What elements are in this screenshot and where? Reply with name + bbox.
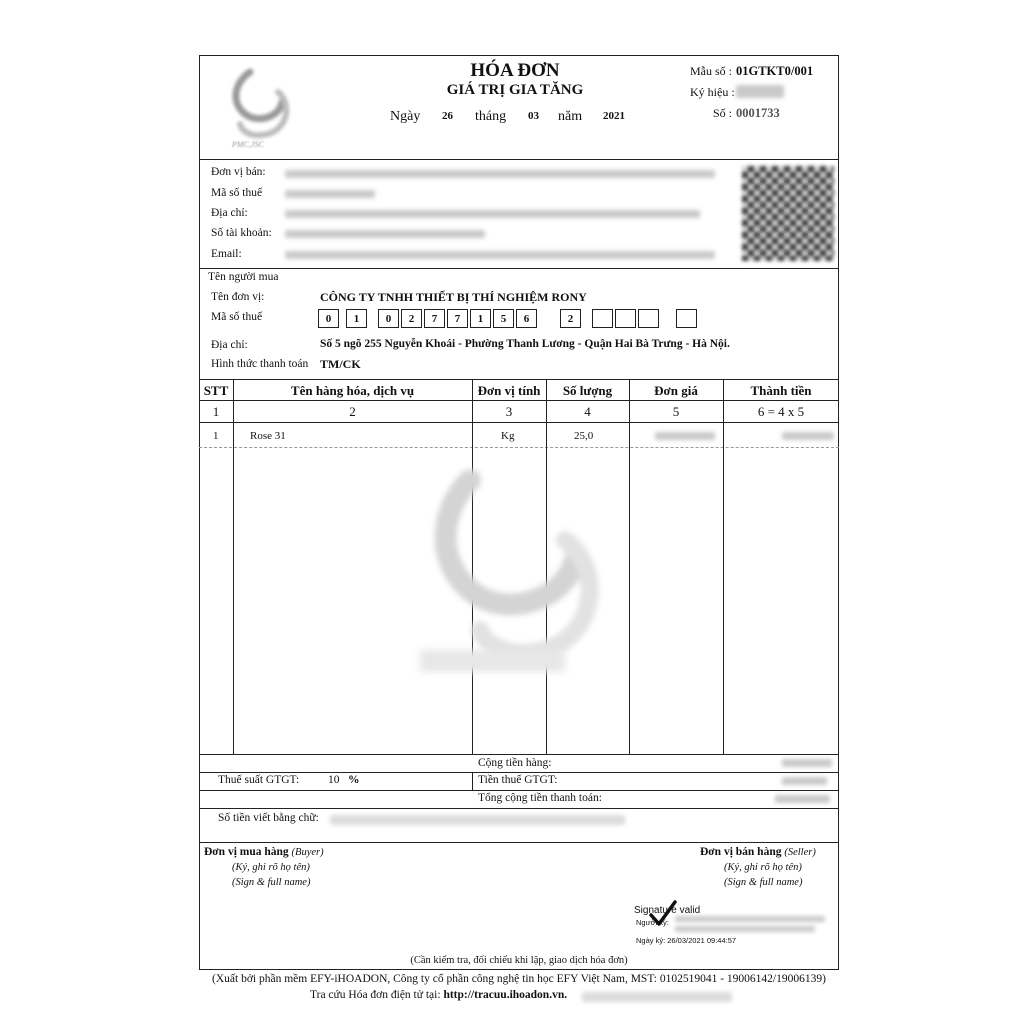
col-index: 6 = 4 x 5 bbox=[757, 404, 805, 419]
watermark-logo bbox=[430, 470, 610, 680]
col-divider bbox=[723, 379, 724, 754]
seller-unit-redacted bbox=[285, 170, 715, 178]
col-index: 2 bbox=[349, 404, 356, 419]
grand-total-label: Tổng cộng tiền thanh toán: bbox=[478, 792, 602, 804]
date-month-label: tháng bbox=[475, 109, 507, 124]
words-border bbox=[199, 842, 839, 843]
totals-border bbox=[199, 790, 839, 791]
buyer-address-value: Số 5 ngõ 255 Nguyễn Khoái - Phường Thanh Lương - Quận Hai Bà Trưng - Hà Nội. bbox=[320, 338, 730, 350]
subtotal-label: Cộng tiền hàng: bbox=[478, 757, 552, 769]
seller-unit-label: Đơn vị bán: bbox=[211, 166, 266, 178]
row-unit: Kg bbox=[501, 430, 515, 442]
form-label: Mẫu số : bbox=[690, 64, 732, 78]
payment-value: TM/CK bbox=[320, 357, 361, 371]
tax-digit-box: 7 bbox=[424, 309, 445, 328]
tax-digit-box: 7 bbox=[447, 309, 468, 328]
number-label: Số : bbox=[713, 106, 733, 120]
date-day-value: 26 bbox=[442, 110, 453, 122]
subtotal-value-redacted bbox=[782, 759, 832, 767]
seller-address-label: Địa chỉ: bbox=[211, 207, 248, 219]
in-words-label: Số tiền viết bằng chữ: bbox=[218, 812, 319, 824]
row-name: Rose 31 bbox=[250, 430, 286, 442]
tax-digit-box: 6 bbox=[516, 309, 537, 328]
seller-address-redacted bbox=[285, 210, 700, 218]
signer-name-redacted bbox=[675, 916, 825, 922]
table-index-border bbox=[199, 422, 839, 423]
tax-digit-box: 0 bbox=[378, 309, 399, 328]
tax-digit-box: 1 bbox=[470, 309, 491, 328]
col-header-total: Thành tiền bbox=[750, 383, 812, 398]
col-index: 5 bbox=[672, 404, 680, 419]
seller-title-en: (Seller) bbox=[784, 847, 816, 858]
row-total-redacted bbox=[782, 432, 834, 440]
logo-text: PMC,JSC bbox=[232, 140, 264, 149]
seller-divider bbox=[199, 268, 839, 269]
totals-divider bbox=[472, 772, 473, 790]
buyer-title: Đơn vị mua hàng bbox=[204, 846, 289, 858]
tax-digit-box: 0 bbox=[318, 309, 339, 328]
invoice-title: HÓA ĐƠN bbox=[470, 60, 560, 81]
symbol-label: Ký hiệu : bbox=[690, 85, 735, 99]
in-words-redacted bbox=[330, 815, 625, 825]
buyer-name-label: Tên người mua bbox=[208, 271, 279, 283]
row-qty: 25,0 bbox=[574, 430, 594, 442]
sign-date: Ngày ký: 26/03/2021 09:44:57 bbox=[636, 936, 737, 945]
lookup-line bbox=[310, 989, 567, 1001]
vat-rate-value: 10 bbox=[328, 774, 340, 786]
seller-sign-instruction-en: (Sign & full name) bbox=[724, 877, 803, 888]
date-month-value: 03 bbox=[528, 110, 539, 122]
signature-valid-text: Signature valid bbox=[634, 905, 701, 916]
vat-amount-redacted bbox=[782, 777, 827, 785]
check-note: (Cần kiểm tra, đối chiếu khi lập, giao dịch hóa đơn) bbox=[410, 955, 628, 966]
buyer-tax-label: Mã số thuế bbox=[211, 311, 263, 323]
buyer-address-label: Địa chỉ: bbox=[211, 339, 248, 351]
qr-code bbox=[742, 166, 834, 261]
buyer-sign-instruction: (Ký, ghi rõ họ tên) bbox=[232, 862, 310, 873]
seller-email-label: Email: bbox=[211, 248, 242, 260]
seller-email-redacted bbox=[285, 251, 715, 259]
buyer-unit-label: Tên đơn vị: bbox=[211, 291, 265, 303]
tax-digit-box bbox=[592, 309, 613, 328]
vat-rate-label: Thuế suất GTGT: bbox=[218, 774, 300, 786]
tax-digit-box bbox=[638, 309, 659, 328]
table-top-border bbox=[199, 379, 839, 380]
totals-border bbox=[199, 772, 839, 773]
seller-title: Đơn vị bán hàng bbox=[700, 846, 782, 858]
invoice-subtitle: GIÁ TRỊ GIA TĂNG bbox=[446, 82, 584, 98]
lookup-label: Tra cứu Hóa đơn điện tử tại: bbox=[310, 989, 441, 1001]
lookup-code-redacted bbox=[582, 992, 732, 1002]
seller-tax-label: Mã số thuế bbox=[211, 187, 263, 199]
watermark-text bbox=[420, 650, 565, 672]
tax-digit-box: 2 bbox=[560, 309, 581, 328]
table-header-border bbox=[199, 400, 839, 401]
row-price-redacted bbox=[655, 432, 715, 440]
seller-account-redacted bbox=[285, 230, 485, 238]
tax-digit-box: 5 bbox=[493, 309, 514, 328]
vat-rate-unit: % bbox=[348, 774, 360, 786]
totals-border bbox=[199, 808, 839, 809]
tax-digit-box bbox=[615, 309, 636, 328]
symbol-value-redacted bbox=[736, 85, 784, 98]
form-value: 01GTKT0/001 bbox=[736, 64, 814, 78]
row-stt: 1 bbox=[213, 430, 219, 442]
number-value: 0001733 bbox=[736, 106, 780, 120]
date-day-label: Ngày bbox=[390, 109, 421, 124]
seller-sign-instruction: (Ký, ghi rõ họ tên) bbox=[724, 862, 802, 873]
row-divider bbox=[199, 447, 839, 448]
col-divider bbox=[233, 379, 234, 754]
vat-amount-label: Tiền thuế GTGT: bbox=[478, 774, 558, 786]
payment-label: Hình thức thanh toán bbox=[211, 358, 309, 370]
col-header-name: Tên hàng hóa, dịch vụ bbox=[290, 383, 415, 398]
seller-tax-redacted bbox=[285, 190, 375, 198]
seller-signature-title bbox=[700, 846, 816, 858]
date-year-label: năm bbox=[558, 109, 583, 124]
signer-name-redacted bbox=[675, 926, 815, 932]
col-index: 1 bbox=[212, 404, 220, 419]
tax-digit-box: 2 bbox=[401, 309, 422, 328]
lookup-url[interactable]: http://tracuu.ihoadon.vn. bbox=[443, 989, 568, 1001]
software-note: (Xuất bởi phần mềm EFY-iHOADON, Công ty cổ phần công nghệ tin học EFY Việt Nam, MST: 0102519041 - 19006142/19006139) bbox=[212, 973, 826, 985]
company-logo bbox=[220, 62, 310, 152]
col-index: 4 bbox=[584, 404, 591, 419]
buyer-signature-title bbox=[204, 846, 324, 858]
date-year-value: 2021 bbox=[603, 110, 625, 122]
totals-top-border bbox=[199, 754, 839, 755]
tax-digit-box: 1 bbox=[346, 309, 367, 328]
buyer-unit-value: CÔNG TY TNHH THIẾT BỊ THÍ NGHIỆM RONY bbox=[320, 290, 587, 304]
col-header-stt: STT bbox=[203, 383, 229, 398]
seller-account-label: Số tài khoản: bbox=[211, 227, 272, 239]
grand-total-redacted bbox=[775, 795, 830, 803]
col-header-qty: Số lượng bbox=[562, 383, 613, 398]
signer-label: Người ký: bbox=[636, 918, 669, 927]
header-divider bbox=[199, 159, 839, 160]
buyer-title-en: (Buyer) bbox=[291, 847, 324, 858]
col-index: 3 bbox=[505, 404, 513, 419]
col-header-unit: Đơn vị tính bbox=[477, 383, 541, 398]
col-divider bbox=[629, 379, 630, 754]
col-header-price: Đơn giá bbox=[654, 383, 698, 398]
buyer-sign-instruction-en: (Sign & full name) bbox=[232, 877, 311, 888]
tax-digit-box bbox=[676, 309, 697, 328]
